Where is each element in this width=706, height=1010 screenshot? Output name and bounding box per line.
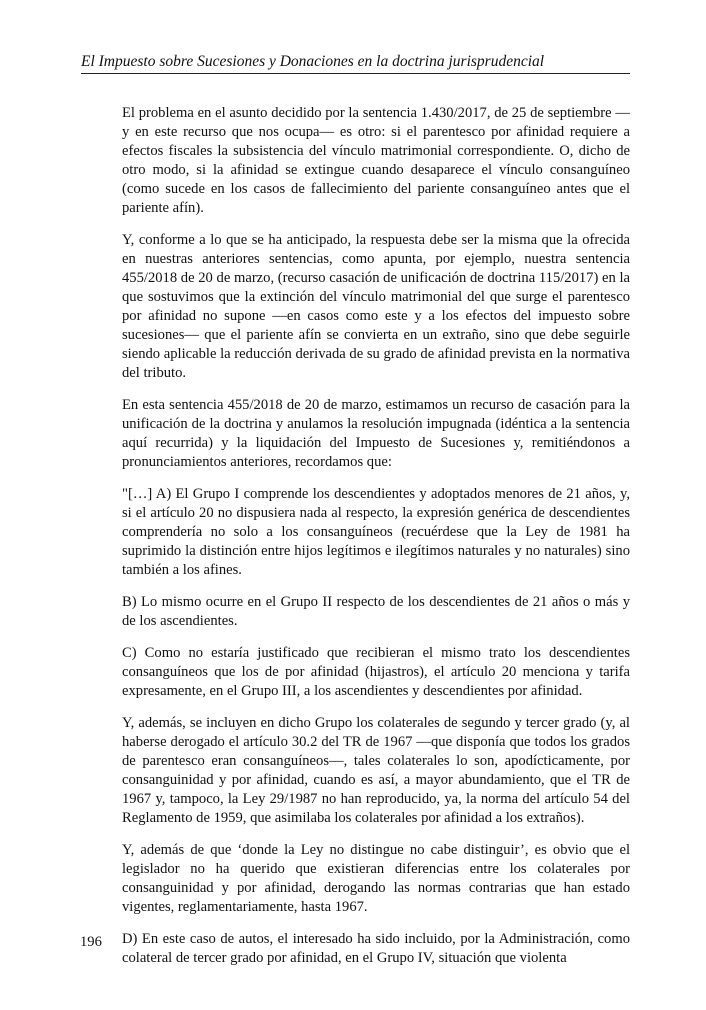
page-number: 196: [80, 934, 102, 950]
paragraph-3: En esta sentencia 455/2018 de 20 de marzo, estimamos un recurso de casación para la unificación de la doctrina y anulamos la resolución impugnada (idéntica a la sentencia aquí recurrida) y la liquidación del Impuesto de Sucesiones y, remitiéndonos a pronunciamientos anteriores, recordamos que:: [122, 397, 630, 470]
paragraph-4: "[…] A) El Grupo I comprende los descendientes y adoptados menores de 21 años, y, si el artículo 20 no dispusiera nada al respecto, la expresión genérica de descendientes comprendería no solo a los consanguíneos (recuérdese que la Ley de 1981 ha suprimido la distinción entre hijos legítimos e ilegítimos naturales y no naturales) sino también a los afines.: [122, 486, 630, 578]
paragraph-2: Y, conforme a lo que se ha anticipado, la respuesta debe ser la misma que la ofrecida en nuestras anteriores sentencias, como apunta, por ejemplo, nuestra sentencia 455/2018 de 20 de marzo, (recurso casación de unificación de doctrina 115/2017) en la que sostuvimos que la extinción del vínculo matrimonial del que surge el parentesco por afinidad no supone —en casos como este y a los efectos del impuesto sobre sucesiones— que el pariente afín se convierta en un extraño, sino que debe seguirle siendo aplicable la reducción derivada de su grado de afinidad prevista en la normativa del tributo.: [122, 232, 630, 381]
paragraph-5: B) Lo mismo ocurre en el Grupo II respecto de los descendientes de 21 años o más y de los ascendientes.: [122, 594, 630, 629]
paragraph-7: Y, además, se incluyen en dicho Grupo los colaterales de segundo y tercer grado (y, al haberse derogado el artículo 30.2 del TR de 1967 —que disponía que todos los grados de parentesco eran consanguíneos—, tales colaterales lo son, apodícticamente, por consanguinidad y por afinidad, cuando es así, a mayor abundamiento, que el TR de 1967 y, tampoco, la Ley 29/1987 no han reproducido, ya, la norma del artículo 54 del Reglamento de 1959, que asimilaba los colaterales por afinidad a los extraños).: [122, 715, 630, 826]
running-header: El Impuesto sobre Sucesiones y Donaciones en la doctrina jurisprudencial: [81, 52, 630, 74]
body-text: [122, 104, 630, 981]
paragraph-8: Y, además de que ‘donde la Ley no distingue no cabe distinguir’, es obvio que el legislador no ha querido que existieran diferencias entre los colaterales por consanguinidad y por afinidad, derogando las normas contrarias que han estado vigentes, reglamentariamente, hasta 1967.: [122, 842, 630, 915]
paragraph-9: D) En este caso de autos, el interesado ha sido incluido, por la Administración, como colateral de tercer grado por afinidad, en el Grupo IV, situación que violenta: [122, 931, 630, 966]
paragraph-1: El problema en el asunto decidido por la sentencia 1.430/2017, de 25 de septiembre —y en este recurso que nos ocupa— es otro: si el parentesco por afinidad requiere a efectos fiscales la subsistencia del vínculo matrimonial correspondiente. O, dicho de otro modo, si la afinidad se extingue cuando desaparece el vínculo consanguíneo (como sucede en los casos de fallecimiento del pariente consanguíneo antes que el pariente afín).: [122, 105, 630, 216]
paragraph-6: C) Como no estaría justificado que recibieran el mismo trato los descendientes consanguíneos que los de por afinidad (hijastros), el artículo 20 menciona y tarifa expresamente, en el Grupo III, a los ascendientes y descendientes por afinidad.: [122, 645, 630, 699]
